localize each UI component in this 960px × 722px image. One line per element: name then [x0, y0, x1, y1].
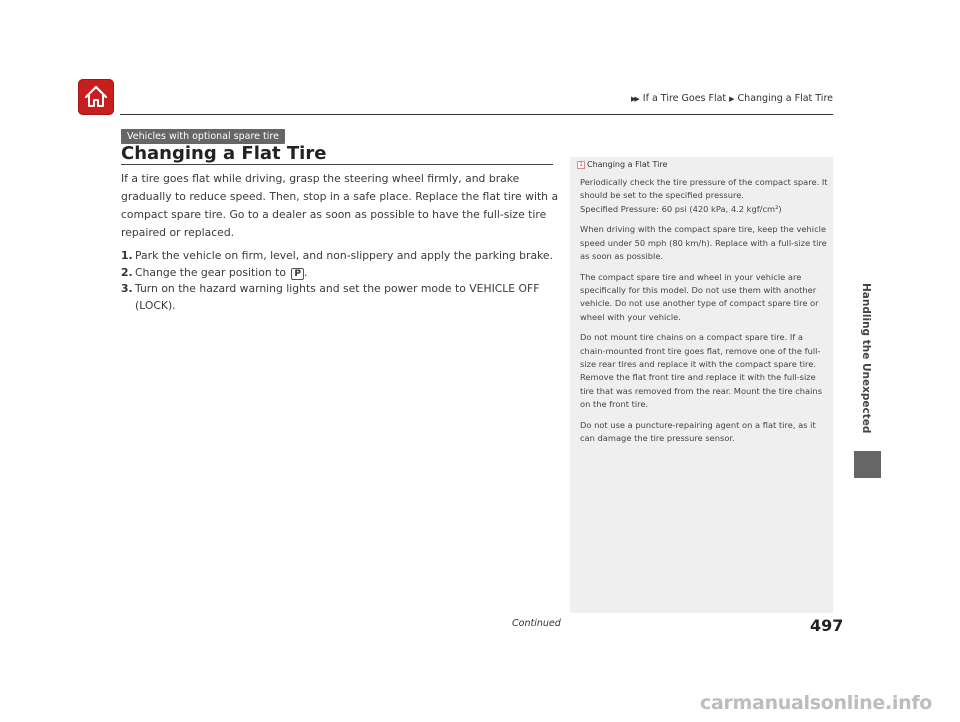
page-title: Changing a Flat Tire — [121, 143, 327, 164]
sidebar-heading-text: Changing a Flat Tire — [587, 160, 668, 169]
breadcrumb-item-current: Changing a Flat Tire — [737, 93, 833, 104]
breadcrumb-item-parent[interactable]: If a Tire Goes Flat — [642, 93, 727, 104]
sidebar-paragraph: When driving with the compact spare tire, keep the vehicle speed under 50 mph (80 km/h). Replace with a full-size tire as soon as possible. — [580, 224, 827, 261]
side-label-text: Handling the Unexpected — [860, 283, 872, 434]
step-number: 1. — [121, 249, 133, 262]
watermark: carmanualsonline.info — [700, 692, 933, 714]
sidebar-note — [570, 157, 833, 613]
step-number: 2. — [121, 265, 133, 279]
gear-p-icon: P — [291, 268, 304, 280]
page-number: 497 — [810, 616, 844, 635]
applicability-tag: Vehicles with optional spare tire — [121, 129, 285, 144]
home-icon — [82, 83, 110, 111]
sidebar-para1: Periodically check the tire pressure of the compact spare. It should be set to the specified pressure. — [580, 177, 828, 201]
step-text — [135, 265, 561, 282]
note-marker-icon: 1 — [577, 161, 585, 169]
step-suffix: . — [304, 265, 308, 279]
intro-paragraph: If a tire goes flat while driving, grasp the steering wheel firmly, and brake gradually to reduce speed. Then, stop in a safe place. Replace the flat tire with a compact spare tire. Go to a dealer as soon as possible to have the full-size tire repaired or replaced. — [121, 172, 559, 239]
sidebar-paragraph: Do not mount tire chains on a compact spare tire. If a chain-mounted front tire goes flat, remove one of the full-size rear tires and replace it with the compact spare tire. Remove the flat front tire and replace it with the full-size tire that was removed from the rear. Mount the tire chains on the front tire. — [580, 332, 823, 409]
step-number: 3. — [121, 282, 133, 295]
sidebar-paragraph: The compact spare tire and wheel in your vehicle are specifically for this model. Do not use them with another vehicle. Do not use another type of compact spare tire or wheel with your vehicle. — [580, 271, 819, 322]
sidebar-paragraph: Do not use a puncture-repairing agent on a flat tire, as it can damage the tire pressure sensor. — [580, 419, 816, 444]
sidebar-paragraph — [580, 176, 828, 216]
step-text: Park the vehicle on firm, level, and non-slippery and apply the parking brake. — [135, 249, 553, 262]
triangle-right-icon: ▶ — [729, 94, 733, 103]
header-divider — [120, 114, 833, 115]
list-item — [121, 281, 561, 314]
step-text: Turn on the hazard warning lights and set the power mode to VEHICLE OFF (LOCK). — [135, 282, 540, 312]
sidebar-pressure: Specified Pressure: 60 psi (420 kPa, 4.2 kgf/cm²) — [580, 203, 782, 214]
breadcrumb — [631, 93, 833, 104]
list-item — [121, 265, 561, 282]
sidebar-heading — [577, 160, 667, 169]
title-divider — [121, 164, 553, 165]
section-tab[interactable] — [854, 451, 881, 478]
list-item — [121, 248, 561, 265]
sidebar-body — [580, 176, 828, 453]
step-text-main: Change the gear position to — [135, 265, 286, 279]
home-button[interactable] — [78, 79, 114, 115]
continued-label: Continued — [512, 618, 561, 629]
double-triangle-right-icon: ▶▶ — [631, 94, 638, 103]
steps-list — [121, 248, 561, 314]
